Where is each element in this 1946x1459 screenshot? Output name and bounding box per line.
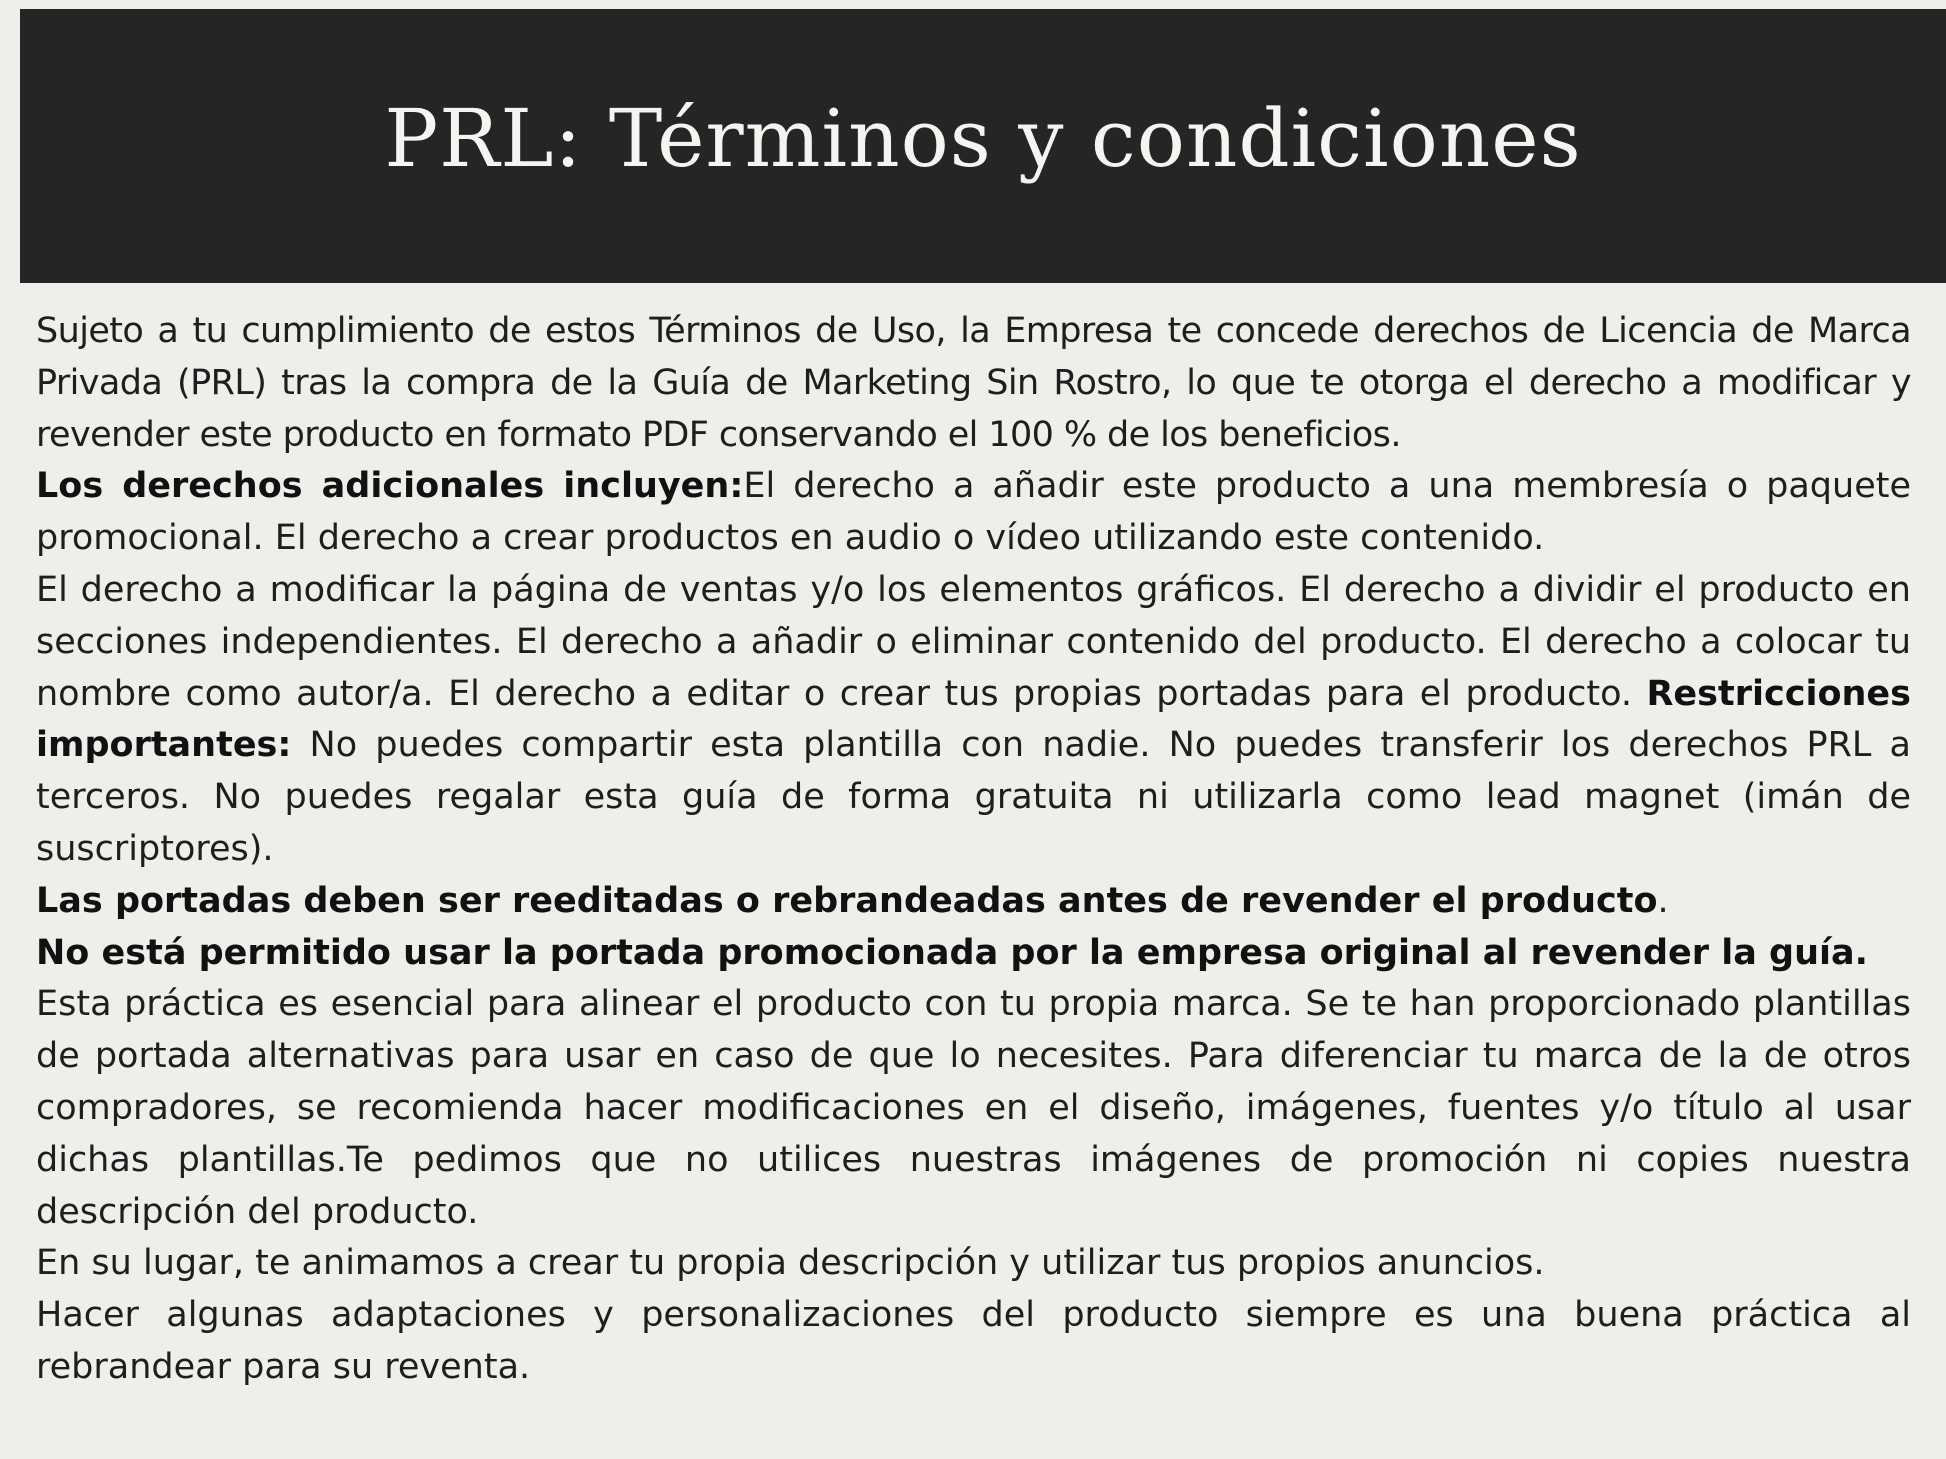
- branding-practice-paragraph: Esta práctica es esencial para alinear el producto con tu propia marca. Se te han proporcionado plantillas de portada alternativas para usar en caso de que lo necesites. Para diferenciar tu marca de la de otros compradores, se recomienda hacer modificaciones en el diseño, imágenes, fuentes y/o título al usar dichas plantillas.Te pedimos que no utilices nuestras imágenes de promoción ni copies nuestra descripción del producto.: [36, 984, 1911, 1232]
- terms-body: [36, 306, 1911, 1394]
- restrictions-heading: Restricciones importantes:: [36, 673, 1911, 766]
- additional-rights-paragraph: [36, 461, 1911, 565]
- page-title: PRL: Términos y condiciones: [384, 91, 1582, 185]
- additional-rights-heading: Los derechos adicionales incluyen:: [36, 466, 744, 507]
- rights-list-text: El derecho a modificar la página de ventas y/o los elementos gráficos. El derecho a dividir el producto en secciones independientes. El derecho a añadir o eliminar contenido del producto. El derecho a colocar tu nombre como autor/a. El derecho a editar o crear tus propias portadas para el producto.: [36, 569, 1911, 714]
- cover-rebrand-notice: [36, 876, 1911, 928]
- title-banner: [20, 9, 1946, 283]
- additional-rights-text: El derecho a añadir este producto a una membresía o paquete promocional. El derecho a crear productos en audio o vídeo utilizando este contenido.: [36, 466, 1912, 559]
- original-cover-prohibition-text: No está permitido usar la portada promocionada por la empresa original al revender la guía.: [36, 932, 1868, 973]
- own-description-paragraph: En su lugar, te animamos a crear tu propia descripción y utilizar tus propios anuncios.: [36, 1243, 1545, 1284]
- customization-advice-paragraph: Hacer algunas adaptaciones y personalizaciones del producto siempre es una buena práctica al rebrandear para su reventa.: [36, 1295, 1911, 1387]
- license-intro-paragraph: Sujeto a tu cumplimiento de estos Términos de Uso, la Empresa te concede derechos de Licencia de Marca Privada (PRL) tras la compra de la Guía de Marketing Sin Rostro, lo que te otorga el derecho a modificar y revender este producto en formato PDF conservando el 100 % de los beneficios.: [36, 311, 1911, 455]
- cover-rebrand-bold-text: Las portadas deben ser reeditadas o rebrandeadas antes de revender el producto: [36, 880, 1658, 921]
- cover-rebrand-period: .: [1657, 880, 1669, 921]
- restrictions-text: No puedes compartir esta plantilla con nadie. No puedes transferir los derechos PRL a terceros. No puedes regalar esta guía de forma gratuita ni utilizarla como lead magnet (imán de suscriptores).: [36, 725, 1911, 869]
- rights-and-restrictions-paragraph: [36, 565, 1911, 876]
- original-cover-prohibition: [36, 928, 1911, 980]
